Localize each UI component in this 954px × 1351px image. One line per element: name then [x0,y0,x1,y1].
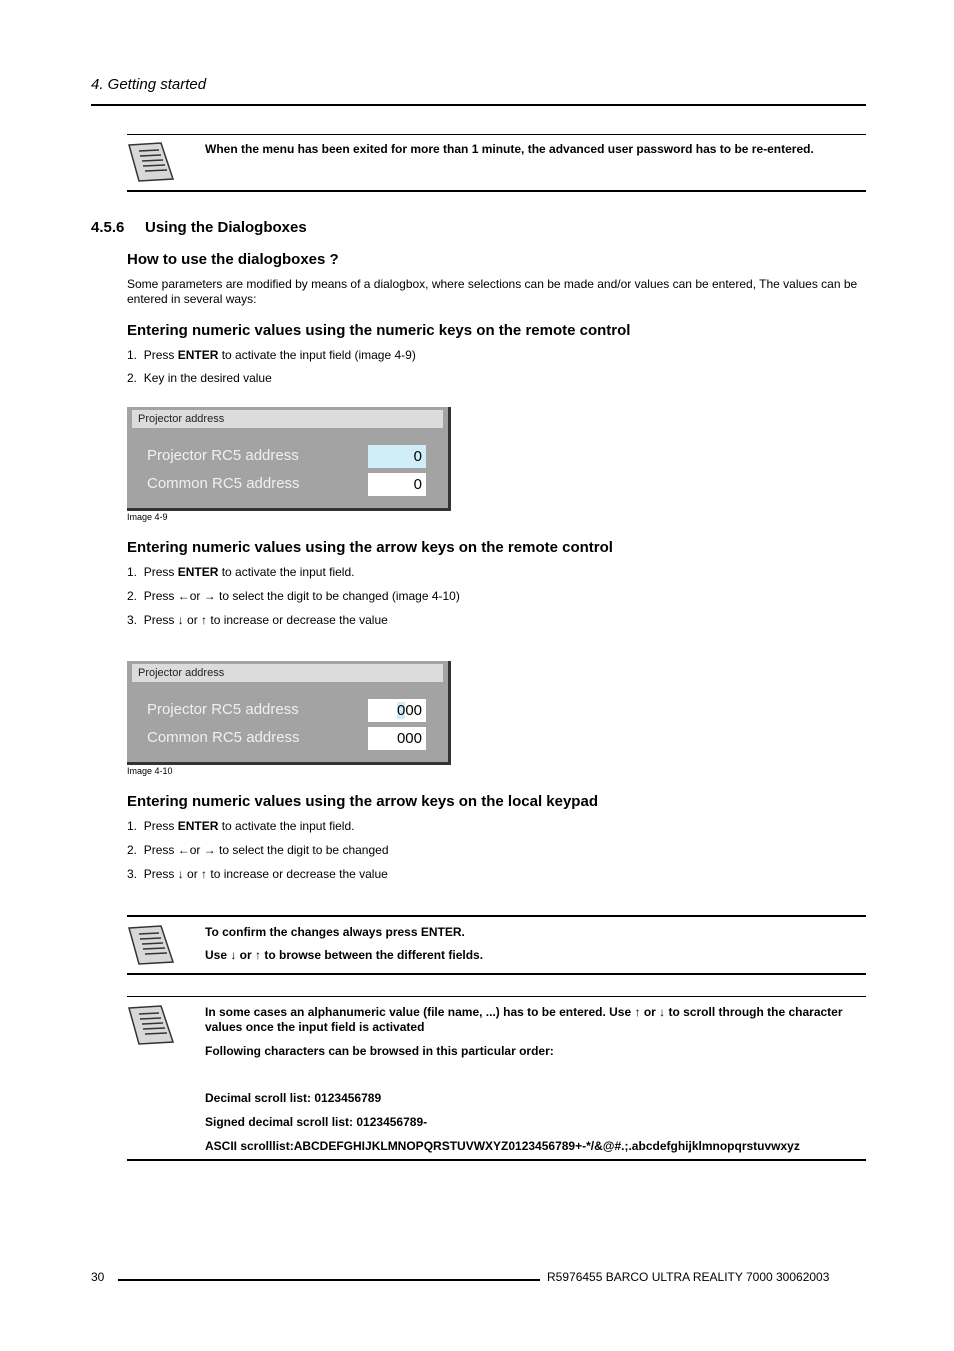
note2-top-rule [127,915,866,917]
block2-heading: Entering numeric values using the arrow keys on the remote control [127,539,613,556]
dialog-image-4-10 [127,661,451,765]
projector-rc5-label: Projector RC5 address [147,701,299,718]
block3-heading: Entering numeric values using the arrow keys on the local keypad [127,793,598,810]
common-rc5-label: Common RC5 address [147,475,300,492]
note1-top-rule [127,134,866,135]
note3-line2: Following characters can be browsed in this particular order: [205,1044,554,1058]
header-rule [91,104,866,106]
projector-rc5-input[interactable]: 000 [368,699,426,722]
chapter-header: 4. Getting started [91,76,207,93]
projector-rc5-input[interactable]: 0 [368,445,426,468]
block3-step-2: 2. Press ←or → to select the digit to be changed [127,843,389,857]
section-subtitle: How to use the dialogboxes ? [127,251,339,268]
document-reference: R5976455 BARCO ULTRA REALITY 7000 30062003 [547,1270,830,1284]
section-number: 4.5.6 [91,219,125,236]
note1-text: When the menu has been exited for more than 1 minute, the advanced user password has to be re-entered. [205,142,814,156]
note-icon [127,141,175,183]
block3-step-3: 3. Press ↓ or ↑ to increase or decrease the value [127,867,388,881]
footer-rule [118,1279,540,1281]
block1-step-2: 2. Key in the desired value [127,371,272,385]
selected-digit: 0 [396,702,406,719]
note3-line4: Signed decimal scroll list: 0123456789- [205,1115,428,1129]
note-icon [127,924,175,966]
note3-bottom-rule [127,1159,866,1161]
section-title: Using the Dialogboxes [145,219,307,236]
page-number: 30 [91,1270,105,1284]
block2-step-1: 1. Press ENTER to activate the input field. [127,565,355,579]
note3-top-rule [127,996,866,997]
common-rc5-input[interactable]: 0 [368,473,426,496]
section-intro: Some parameters are modified by means of a dialogbox, where selections can be made and/or values can be entered, The values can be entered in several ways: [127,277,858,306]
block2-step-2: 2. Press ←or → to select the digit to be changed (image 4-10) [127,589,460,603]
dialog-title: Projector address [132,410,443,428]
note3-line1: In some cases an alphanumeric value (file name, ...) has to be entered. Use ↑ or ↓ to scroll through the character values once the input field is activated [205,1005,843,1034]
note3-line5: ASCII scrolllist:ABCDEFGHIJKLMNOPQRSTUVWXYZ0123456789+-*/&@#.;.abcdefghijklmnopqrstuvwxyz [205,1139,800,1153]
note2-line2: Use ↓ or ↑ to browse between the different fields. [205,948,484,962]
caption-4-9: Image 4-9 [127,512,168,522]
dialog-image-4-9 [127,407,451,511]
block2-step-3: 3. Press ↓ or ↑ to increase or decrease the value [127,613,388,627]
block3-step-1: 1. Press ENTER to activate the input field. [127,819,355,833]
note2-bottom-rule [127,973,866,975]
note3-line3: Decimal scroll list: 0123456789 [205,1091,382,1105]
dialog-title: Projector address [132,664,443,682]
note-icon [127,1004,175,1046]
note2-line1: To confirm the changes always press ENTER. [205,925,465,939]
common-rc5-input[interactable]: 000 [368,727,426,750]
block1-step-1: 1. Press ENTER to activate the input field (image 4-9) [127,348,416,362]
projector-rc5-label: Projector RC5 address [147,447,299,464]
note1-bottom-rule [127,190,866,192]
common-rc5-label: Common RC5 address [147,729,300,746]
caption-4-10: Image 4-10 [127,766,173,776]
block1-heading: Entering numeric values using the numeric keys on the remote control [127,322,631,339]
